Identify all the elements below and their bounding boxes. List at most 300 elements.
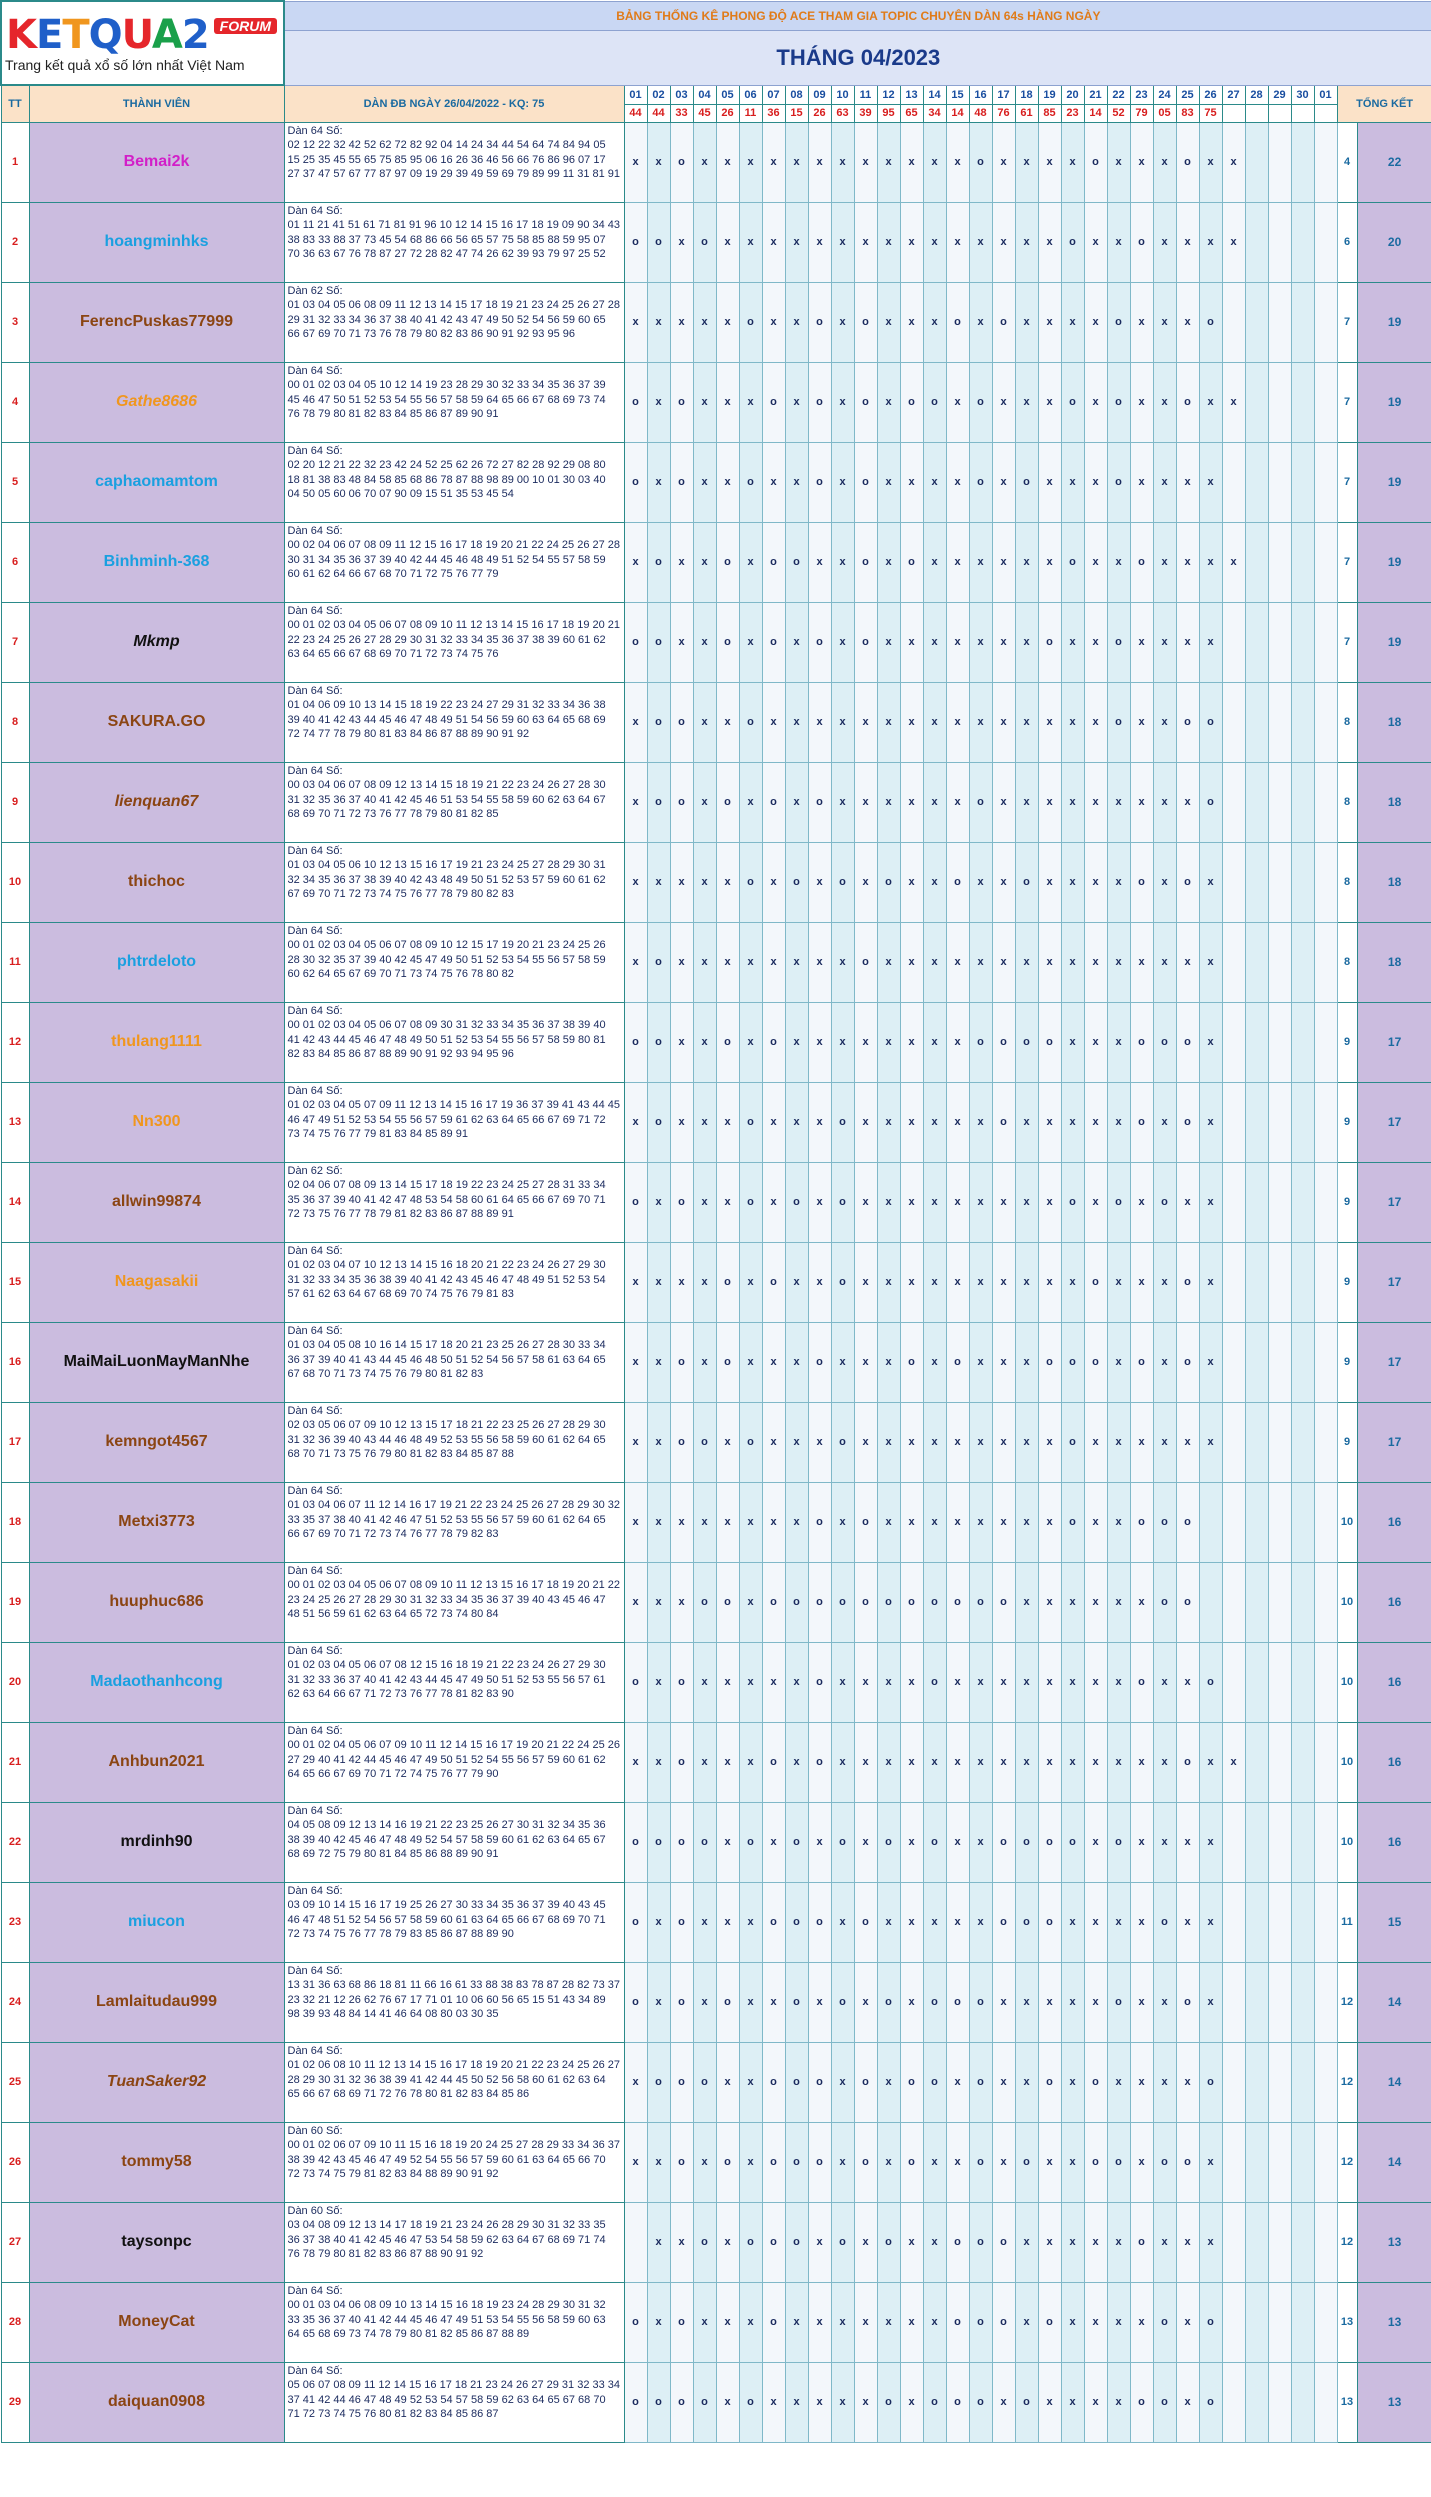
total-score: 18 <box>1357 762 1431 842</box>
day-mark <box>1245 1002 1268 1082</box>
dan-list: 04 05 08 09 12 13 14 16 19 21 22 23 25 26 27 30 31 32 34 35 36 38 39 40 42 45 46 47 48 49 52 54 57 58 59 60 61 62 63 64 65 67 68 69 72 75 79 80 81 84 85 86 88 89 90 91 <box>287 1819 606 1860</box>
day-mark: x <box>969 522 992 602</box>
total-score: 19 <box>1357 362 1431 442</box>
member-name[interactable]: miucon <box>29 1882 284 1962</box>
day-mark <box>1245 1242 1268 1322</box>
day-mark: x <box>624 842 647 922</box>
day-mark: o <box>1038 1322 1061 1402</box>
day-mark: x <box>946 202 969 282</box>
day-mark: x <box>1199 1242 1222 1322</box>
day-mark: x <box>716 362 739 442</box>
day-19: 19 <box>1038 85 1061 104</box>
member-name[interactable]: SAKURA.GO <box>29 682 284 762</box>
day-mark: o <box>808 1562 831 1642</box>
day-mark: o <box>739 682 762 762</box>
logo[interactable] <box>1 1 284 85</box>
day-mark: o <box>1015 2122 1038 2202</box>
hits-count: 13 <box>1337 2282 1357 2362</box>
day-8: 08 <box>785 85 808 104</box>
day-mark: x <box>1153 602 1176 682</box>
day-mark: x <box>1107 1562 1130 1642</box>
day-mark: x <box>739 1482 762 1562</box>
total-score: 16 <box>1357 1562 1431 1642</box>
day-mark <box>624 2202 647 2282</box>
day-mark: x <box>716 1402 739 1482</box>
day-mark <box>1314 122 1337 202</box>
day-mark: x <box>1222 122 1245 202</box>
total-score: 19 <box>1357 442 1431 522</box>
dan-numbers <box>284 122 624 202</box>
day-mark <box>1245 762 1268 842</box>
day-mark <box>1268 202 1291 282</box>
hits-count: 10 <box>1337 1642 1357 1722</box>
day-mark: x <box>739 762 762 842</box>
member-name[interactable]: kemngot4567 <box>29 1402 284 1482</box>
day-mark: o <box>670 1802 693 1882</box>
day-mark: x <box>1084 1082 1107 1162</box>
day-mark: x <box>1130 1562 1153 1642</box>
day-mark: o <box>1107 362 1130 442</box>
day-mark <box>1222 2042 1245 2122</box>
day-mark: x <box>808 1242 831 1322</box>
member-name[interactable]: tommy58 <box>29 2122 284 2202</box>
total-score: 17 <box>1357 1242 1431 1322</box>
dan-list: 00 01 02 03 04 05 10 12 14 19 23 28 29 30 32 33 34 35 36 37 39 45 46 47 50 51 52 53 54 55 56 57 58 59 64 65 66 67 68 69 73 74 76 78 79 80 81 82 83 84 85 86 87 89 90 91 <box>287 379 606 420</box>
day-mark <box>1268 2122 1291 2202</box>
day-15: 15 <box>946 85 969 104</box>
day-mark: o <box>670 1642 693 1722</box>
day-mark: x <box>647 1562 670 1642</box>
day-mark: x <box>1038 1722 1061 1802</box>
day-mark: o <box>693 2202 716 2282</box>
day-mark: o <box>808 362 831 442</box>
day-mark: x <box>1015 1482 1038 1562</box>
day-mark: o <box>1130 202 1153 282</box>
day-mark: o <box>647 2042 670 2122</box>
day-mark: x <box>923 2122 946 2202</box>
member-name[interactable]: TuanSaker92 <box>29 2042 284 2122</box>
day-9: 09 <box>808 85 831 104</box>
day-mark: x <box>1153 762 1176 842</box>
day-mark: o <box>1084 2042 1107 2122</box>
day-mark <box>1245 2122 1268 2202</box>
day-mark: x <box>992 1642 1015 1722</box>
day-mark: o <box>831 1162 854 1242</box>
result-6: 11 <box>739 104 762 122</box>
day-mark: x <box>739 2042 762 2122</box>
dan-list: 00 01 02 06 07 09 10 11 15 16 18 19 20 24 25 27 28 29 33 34 36 37 38 39 42 43 45 46 47 49 52 54 55 56 57 59 60 61 63 64 65 66 70 72 73 74 75 79 81 82 83 84 88 89 90 91 92 <box>287 2139 621 2180</box>
day-mark: x <box>1130 1882 1153 1962</box>
day-mark: x <box>946 522 969 602</box>
day-mark <box>1291 1882 1314 1962</box>
day-mark <box>1245 1482 1268 1562</box>
day-mark: x <box>1153 682 1176 762</box>
day-mark: x <box>785 1482 808 1562</box>
day-mark: o <box>923 2042 946 2122</box>
hits-count: 8 <box>1337 842 1357 922</box>
day-mark: o <box>670 1722 693 1802</box>
day-26: 26 <box>1199 85 1222 104</box>
day-mark: x <box>831 2042 854 2122</box>
day-mark: o <box>808 1642 831 1722</box>
member-name[interactable]: daiquan0908 <box>29 2362 284 2442</box>
dan-numbers <box>284 282 624 362</box>
dan-list: 01 02 03 04 07 10 12 13 14 15 16 18 20 21 22 23 24 26 27 29 30 31 32 33 34 35 36 38 39 40 41 42 43 45 46 47 48 49 51 52 53 54 57 61 62 63 64 67 68 69 70 74 75 76 79 81 83 <box>287 1259 606 1300</box>
result-27 <box>1222 104 1245 122</box>
result-22: 52 <box>1107 104 1130 122</box>
dan-label: Dàn 64 Số: <box>287 1804 343 1817</box>
day-mark: x <box>670 602 693 682</box>
day-mark <box>1222 1242 1245 1322</box>
day-mark: o <box>693 2362 716 2442</box>
day-mark: x <box>1038 2202 1061 2282</box>
dan-list: 01 02 03 04 05 07 09 11 12 13 14 15 16 17 19 36 37 39 41 43 44 45 46 47 49 51 52 53 54 55 56 57 59 61 62 63 64 65 66 67 69 71 72 73 74 75 76 77 79 81 83 84 85 89 91 <box>287 1099 621 1140</box>
day-mark: o <box>1130 1002 1153 1082</box>
day-mark: x <box>831 1642 854 1722</box>
member-name[interactable]: mrdinh90 <box>29 1802 284 1882</box>
day-mark: x <box>992 1722 1015 1802</box>
hits-count: 10 <box>1337 1802 1357 1882</box>
table-row <box>1 2042 1431 2122</box>
day-mark: x <box>1084 1802 1107 1882</box>
day-mark: x <box>716 682 739 762</box>
result-29 <box>1268 104 1291 122</box>
day-mark: o <box>969 762 992 842</box>
member-name[interactable]: lienquan67 <box>29 762 284 842</box>
table-row <box>1 1722 1431 1802</box>
day-mark: x <box>1176 2042 1199 2122</box>
day-mark: x <box>1084 922 1107 1002</box>
day-mark: x <box>1015 1082 1038 1162</box>
day-mark <box>1314 762 1337 842</box>
dan-label: Dàn 64 Số: <box>287 1884 343 1897</box>
hits-count: 7 <box>1337 522 1357 602</box>
day-mark: x <box>877 1642 900 1722</box>
header-total: TỔNG KẾT <box>1337 85 1431 122</box>
day-mark: x <box>900 762 923 842</box>
dan-list: 00 02 04 06 07 08 09 11 12 15 16 17 18 19 20 21 22 24 25 26 27 28 30 31 34 35 36 37 39 40 42 44 45 46 48 49 51 52 54 55 57 58 59 60 61 62 64 66 67 68 70 71 72 75 76 77 79 <box>287 539 621 580</box>
day-mark: x <box>923 282 946 362</box>
day-mark: o <box>969 2202 992 2282</box>
row-number: 23 <box>1 1882 29 1962</box>
day-mark: x <box>923 1002 946 1082</box>
member-name[interactable]: Metxi3773 <box>29 1482 284 1562</box>
day-mark: o <box>1107 602 1130 682</box>
day-30: 30 <box>1291 85 1314 104</box>
day-mark <box>1245 202 1268 282</box>
header-tt: TT <box>1 85 29 122</box>
day-mark: x <box>693 1722 716 1802</box>
table-row <box>1 282 1431 362</box>
table-row <box>1 2122 1431 2202</box>
day-mark: x <box>1176 602 1199 682</box>
day-mark: x <box>647 1322 670 1402</box>
day-mark: o <box>739 1162 762 1242</box>
day-mark <box>1268 522 1291 602</box>
day-mark: x <box>854 2202 877 2282</box>
day-mark <box>1268 442 1291 522</box>
day-mark: x <box>900 1482 923 1562</box>
row-number: 6 <box>1 522 29 602</box>
day-18: 18 <box>1015 85 1038 104</box>
day-mark: o <box>762 1242 785 1322</box>
member-name[interactable]: FerencPuskas77999 <box>29 282 284 362</box>
day-mark: x <box>1084 202 1107 282</box>
day-mark: o <box>854 282 877 362</box>
day-mark: x <box>992 362 1015 442</box>
day-mark: x <box>1153 282 1176 362</box>
day-mark: o <box>1015 1882 1038 1962</box>
member-name[interactable]: allwin99874 <box>29 1162 284 1242</box>
day-mark: x <box>923 522 946 602</box>
dan-numbers <box>284 442 624 522</box>
day-mark: x <box>1038 1162 1061 1242</box>
day-mark: x <box>1038 922 1061 1002</box>
total-score: 18 <box>1357 922 1431 1002</box>
dan-list: 00 01 02 03 04 05 06 07 08 09 10 11 12 13 15 16 17 18 19 20 21 22 23 24 25 26 27 28 29 30 31 32 33 34 35 36 37 39 40 43 45 46 47 48 51 56 59 61 62 63 64 65 72 73 74 80 84 <box>287 1579 621 1620</box>
day-mark: o <box>854 1882 877 1962</box>
day-mark: o <box>624 2362 647 2442</box>
day-mark: x <box>1130 1802 1153 1882</box>
dan-label: Dàn 62 Số: <box>287 1164 343 1177</box>
total-score: 14 <box>1357 2122 1431 2202</box>
day-mark: x <box>969 1322 992 1402</box>
total-score: 14 <box>1357 2042 1431 2122</box>
member-name[interactable]: Madaothanhcong <box>29 1642 284 1722</box>
day-mark: x <box>762 922 785 1002</box>
day-mark: x <box>624 1402 647 1482</box>
member-name[interactable]: huuphuc686 <box>29 1562 284 1642</box>
day-mark: x <box>670 282 693 362</box>
member-name[interactable]: caphaomamtom <box>29 442 284 522</box>
day-mark: x <box>693 1882 716 1962</box>
day-mark: o <box>1107 682 1130 762</box>
day-mark: x <box>1015 522 1038 602</box>
day-mark <box>1291 1322 1314 1402</box>
day-mark <box>1291 1082 1314 1162</box>
day-mark: o <box>1176 1482 1199 1562</box>
day-mark <box>1314 1002 1337 1082</box>
member-name[interactable]: Binhminh-368 <box>29 522 284 602</box>
day-mark <box>1314 2362 1337 2442</box>
day-mark: x <box>739 122 762 202</box>
logo-letter: K <box>6 12 36 58</box>
day-2: 02 <box>647 85 670 104</box>
table-row <box>1 1322 1431 1402</box>
member-name[interactable]: taysonpc <box>29 2202 284 2282</box>
day-mark: x <box>1015 1722 1038 1802</box>
day-mark: o <box>992 282 1015 362</box>
day-mark <box>1291 2282 1314 2362</box>
dan-list: 00 01 03 04 06 08 09 10 13 14 15 16 18 19 23 24 28 29 30 31 32 33 35 36 37 40 41 42 44 45 46 47 49 51 53 54 55 56 58 59 60 63 64 65 68 69 73 74 78 79 80 81 82 85 86 87 88 89 <box>287 2299 606 2340</box>
day-mark <box>1291 1162 1314 1242</box>
day-mark: x <box>877 2282 900 2362</box>
row-number: 22 <box>1 1802 29 1882</box>
day-mark <box>1222 1162 1245 1242</box>
member-name[interactable]: Mkmp <box>29 602 284 682</box>
day-mark: x <box>785 602 808 682</box>
day-mark: o <box>900 522 923 602</box>
day-mark: o <box>969 1562 992 1642</box>
banner-title: BẢNG THỐNG KÊ PHONG ĐỘ ACE THAM GIA TOPIC CHUYÊN DÀN 64s HÀNG NGÀY <box>284 1 1431 30</box>
day-mark <box>1222 1482 1245 1562</box>
row-number: 27 <box>1 2202 29 2282</box>
day-mark: x <box>647 1962 670 2042</box>
day-mark: x <box>1015 762 1038 842</box>
day-mark <box>1314 2122 1337 2202</box>
day-mark: x <box>1199 1162 1222 1242</box>
day-mark: x <box>946 922 969 1002</box>
day-mark: x <box>1038 2122 1061 2202</box>
hits-count: 11 <box>1337 1882 1357 1962</box>
day-mark: o <box>670 362 693 442</box>
day-mark: x <box>716 282 739 362</box>
day-mark <box>1314 362 1337 442</box>
day-mark: o <box>877 2202 900 2282</box>
day-mark: o <box>785 2122 808 2202</box>
day-mark <box>1314 1322 1337 1402</box>
day-mark: x <box>739 602 762 682</box>
day-mark <box>1222 282 1245 362</box>
result-18: 61 <box>1015 104 1038 122</box>
day-mark: x <box>1038 762 1061 842</box>
logo-tagline: Trang kết quả xổ số lớn nhất Việt Nam <box>5 57 245 73</box>
day-mark: x <box>785 2282 808 2362</box>
day-mark: x <box>693 122 716 202</box>
day-mark: x <box>1130 922 1153 1002</box>
day-mark: o <box>693 1562 716 1642</box>
day-20: 20 <box>1061 85 1084 104</box>
day-mark <box>1268 2362 1291 2442</box>
day-mark: x <box>969 842 992 922</box>
member-name[interactable]: Bemai2k <box>29 122 284 202</box>
day-mark <box>1245 602 1268 682</box>
day-mark: o <box>992 1882 1015 1962</box>
day-mark <box>1245 122 1268 202</box>
day-mark: x <box>1222 1722 1245 1802</box>
day-mark: x <box>716 2202 739 2282</box>
day-mark: x <box>969 202 992 282</box>
dan-list: 02 04 06 07 08 09 13 14 15 17 18 19 22 23 24 25 27 28 31 33 34 35 36 37 39 40 41 42 47 48 53 54 58 60 61 64 65 66 67 69 70 71 72 73 75 76 77 78 79 81 82 83 86 87 88 89 91 <box>287 1179 606 1220</box>
member-name[interactable]: hoangminhks <box>29 202 284 282</box>
day-mark: x <box>969 1802 992 1882</box>
day-mark: o <box>1107 442 1130 522</box>
row-number: 19 <box>1 1562 29 1642</box>
day-mark <box>1268 1082 1291 1162</box>
day-mark: x <box>647 442 670 522</box>
day-mark: o <box>1199 682 1222 762</box>
day-mark: x <box>1015 682 1038 762</box>
day-mark: o <box>1130 2202 1153 2282</box>
day-mark <box>1268 1002 1291 1082</box>
day-mark: x <box>1061 2042 1084 2122</box>
day-mark: x <box>647 1642 670 1722</box>
day-mark <box>1222 682 1245 762</box>
member-name[interactable]: Anhbun2021 <box>29 1722 284 1802</box>
total-score: 17 <box>1357 1162 1431 1242</box>
day-mark: o <box>647 682 670 762</box>
member-name[interactable]: Lamlaitudau999 <box>29 1962 284 2042</box>
day-mark: x <box>716 1882 739 1962</box>
dan-numbers <box>284 1962 624 2042</box>
day-mark <box>1314 1722 1337 1802</box>
day-mark: x <box>647 2122 670 2202</box>
day-mark: x <box>831 282 854 362</box>
dan-list: 01 03 04 05 06 08 09 11 12 13 14 15 17 18 19 21 23 24 25 26 27 28 29 31 32 33 34 36 37 38 40 41 42 43 47 49 50 52 54 56 59 60 65 66 67 69 70 71 73 76 78 79 80 82 83 86 90 91 92 93 95 96 <box>287 299 621 340</box>
row-number: 15 <box>1 1242 29 1322</box>
result-26: 75 <box>1199 104 1222 122</box>
hits-count: 10 <box>1337 1482 1357 1562</box>
day-mark: o <box>1038 602 1061 682</box>
result-15: 14 <box>946 104 969 122</box>
day-mark: x <box>1153 522 1176 602</box>
day-mark: o <box>1061 1802 1084 1882</box>
day-mark: o <box>785 1562 808 1642</box>
day-mark: x <box>831 762 854 842</box>
result-2: 44 <box>647 104 670 122</box>
day-mark: x <box>1130 1242 1153 1322</box>
day-mark: x <box>854 762 877 842</box>
hits-count: 12 <box>1337 1962 1357 2042</box>
member-name[interactable]: Nn300 <box>29 1082 284 1162</box>
day-mark: o <box>1176 362 1199 442</box>
day-25: 25 <box>1176 85 1199 104</box>
member-name[interactable]: thulang1111 <box>29 1002 284 1082</box>
day-mark: o <box>762 1882 785 1962</box>
day-17: 17 <box>992 85 1015 104</box>
day-mark: x <box>785 442 808 522</box>
day-mark: x <box>670 922 693 1002</box>
hits-count: 13 <box>1337 2362 1357 2442</box>
day-mark: x <box>1015 122 1038 202</box>
day-mark: x <box>923 1242 946 1322</box>
total-score: 17 <box>1357 1082 1431 1162</box>
row-number: 1 <box>1 122 29 202</box>
member-name[interactable]: thichoc <box>29 842 284 922</box>
member-name[interactable]: MaiMaiLuonMayManNhe <box>29 1322 284 1402</box>
day-mark: x <box>1084 1482 1107 1562</box>
member-name[interactable]: MoneyCat <box>29 2282 284 2362</box>
dan-numbers <box>284 1482 624 1562</box>
day-mark: x <box>739 1322 762 1402</box>
member-name[interactable]: Gathe8686 <box>29 362 284 442</box>
day-mark: x <box>716 1162 739 1242</box>
day-mark: o <box>1130 2362 1153 2442</box>
day-mark: o <box>670 1962 693 2042</box>
day-mark: x <box>946 1882 969 1962</box>
day-mark: o <box>808 602 831 682</box>
result-10: 63 <box>831 104 854 122</box>
day-mark: x <box>785 1082 808 1162</box>
dan-numbers <box>284 602 624 682</box>
day-mark: o <box>785 2042 808 2122</box>
member-name[interactable]: phtrdeloto <box>29 922 284 1002</box>
row-number: 8 <box>1 682 29 762</box>
day-mark: x <box>877 1242 900 1322</box>
day-mark <box>1314 842 1337 922</box>
member-name[interactable]: Naagasakii <box>29 1242 284 1322</box>
result-17: 76 <box>992 104 1015 122</box>
day-mark: x <box>785 1322 808 1402</box>
day-mark: x <box>1107 1882 1130 1962</box>
day-mark: x <box>693 602 716 682</box>
hits-count: 9 <box>1337 1082 1357 1162</box>
day-mark: x <box>762 122 785 202</box>
day-mark <box>1291 362 1314 442</box>
table-row <box>1 602 1431 682</box>
day-mark: x <box>693 762 716 842</box>
day-mark: x <box>785 1402 808 1482</box>
